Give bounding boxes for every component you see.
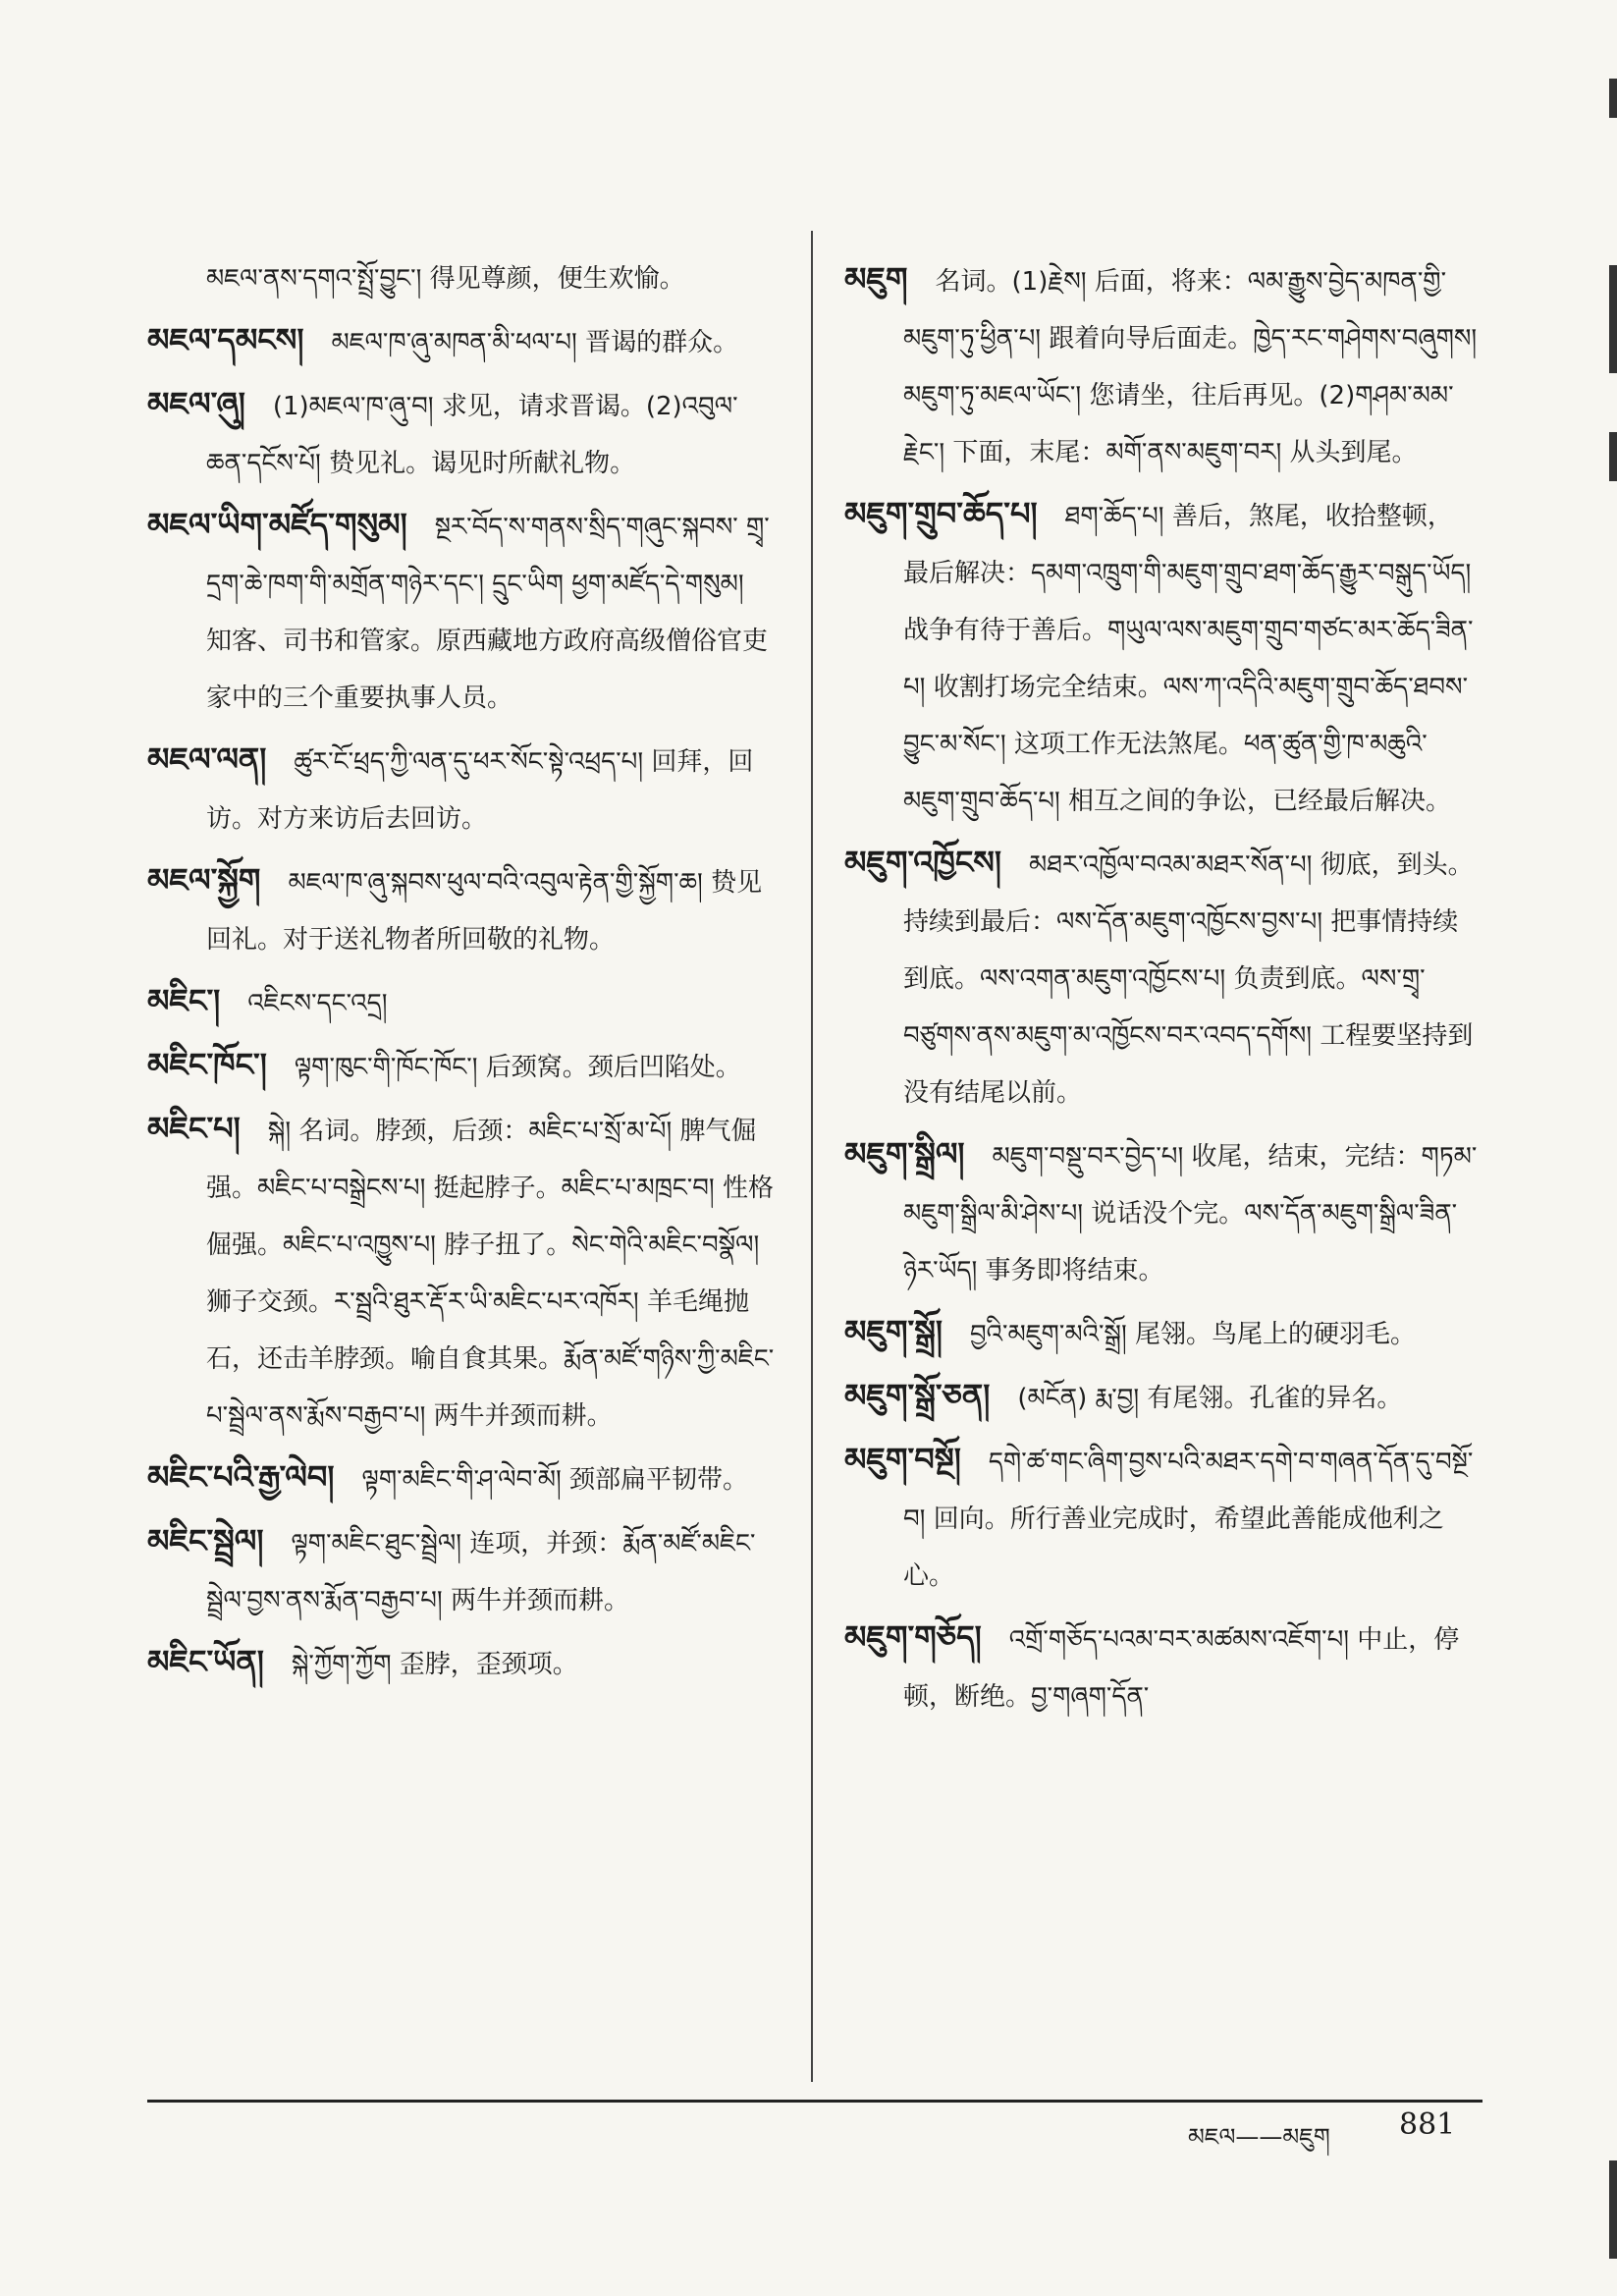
entry-definition: འགྲོ་གཅོད་པའམ་བར་མཚམས་འཇོག་པ། 中止，停顿，断绝。བྱ་གཞག་དོན་ <box>903 1625 1460 1712</box>
entry-definition: མཇལ་ཁ་ཞུ་མཁན་མི་ཕལ་པ། 晋谒的群众。 <box>331 328 739 357</box>
left-column <box>147 250 776 1697</box>
entry-definition: ཐག་ཆོད་པ། 善后，煞尾，收拾整顿，最后解决：དམག་འཁྲུག་གི་མཇུག་གྲུབ་ཐག་ཆོད་རྒྱུར་བསྒུད་ཡོད། 战争有待于善后。གཡུལ་ལས་མཇུག་གྲུབ་གཙང་མར་ཆོད་ཟིན་པ། 收割打场完全结束。ལས་ཀ་འདིའི་མཇུག་གྲུབ་ཆོད་ཐབས་བྱུང་མ་སོང་། 这项工作无法煞尾。ཕན་ཚུན་གྱི་ཁ་མཆུའི་མཇུག་གྲུབ་ཆོད་པ། 相互之间的争讼，已经最后解决。 <box>903 502 1474 816</box>
entry-headword: མཇལ་དམངས། <box>147 321 304 358</box>
entry-definition: (མངོན) རྨ་བྱ། 有尾翎。孔雀的异名。 <box>1017 1384 1403 1413</box>
entry-headword: མཇུག་བསྔོ། <box>844 1441 961 1478</box>
entry-definition: མཇུག་བསྡུ་བར་བྱེད་པ། 收尾，结束，完结：གཏམ་མཇུག་སྒྲིལ་མི་ཤེས་པ། 说话没个完。ལས་དོན་མཇུག་སྒྲིལ་ཟིན་ཉེར་ཡོད། 事务即将结束。 <box>903 1142 1478 1285</box>
scan-edge-mark <box>1609 79 1617 118</box>
entry-definition: མཐར་འཁྱོལ་བའམ་མཐར་སོན་པ། 彻底，到头。持续到最后：ལས་དོན་མཇུག་འཁྱོངས་བྱས་པ། 把事情持续到底。ལས་འགན་མཇུག་འཁྱོངས་པ། 负责到底。ལས་གྲྭ་བཙུགས་ནས་མཇུག་མ་འཁྱོངས་བར་འབད་དགོས། 工程要坚持到没有结尾以前。 <box>903 850 1474 1108</box>
entry-definition: ལྟག་མཇིང་ཐུང་སྦྲེལ། 连项，并颈：རྨོན་མཛོ་མཇིང་སྦྲེལ་བྱས་ནས་རྨོན་བརྒྱབ་པ། 两牛并颈而耕。 <box>206 1529 756 1615</box>
entry-headword: མཇུག་གྲུབ་ཆོད་པ། <box>844 495 1038 532</box>
dictionary-entry <box>147 311 776 371</box>
dictionary-entry <box>147 496 776 727</box>
dictionary-entry <box>844 1367 1478 1427</box>
dictionary-entry <box>844 1431 1478 1605</box>
right-column <box>844 250 1478 1729</box>
entry-headword: མཇུག་སྒྲོ། <box>844 1313 943 1350</box>
entry-headword: མཇལ་སྐྱོག <box>147 861 261 899</box>
entry-headword: མཇལ་ལན། <box>147 740 267 778</box>
entry-headword: མཇུག་གཅོད། <box>844 1618 982 1656</box>
entry-headword: མཇལ་ཡིག་མཛོད་གསུམ། <box>147 506 407 543</box>
entry-definition: སྔར་བོད་ས་གནས་སྲིད་གཞུང་སྐབས་ གྲྭ་དྲག་ཆེ་ཁག་གི་མགྲོན་གཉེར་དང་། དྲུང་ཡིག ཕྱག་མཛོད་དེ་གསུམ། 知客、司书和管家。原西藏地方政府高级僧俗官吏家中的三个重要执事人员。 <box>206 513 770 713</box>
entry-headword: མཇལ་ཞུ། <box>147 385 245 422</box>
entry-definition: (1)མཇལ་ཁ་ཞུ་བ། 求见，请求晋谒。(2)འབུལ་ཆན་དངོས་པོ། 贽见礼。谒见时所献礼物。 <box>206 392 738 478</box>
dictionary-entry <box>147 1100 776 1445</box>
entry-headword: མཇིང་སྦྲེལ། <box>147 1522 264 1559</box>
dictionary-entry <box>844 1125 1478 1299</box>
entry-definition: འཇིངས་དང་འདྲ། <box>247 989 388 1018</box>
entry-headword: མཇུག་སྒྲིལ། <box>844 1135 965 1173</box>
dictionary-entry <box>844 485 1478 830</box>
dictionary-entry <box>147 851 776 968</box>
entry-definition: བྱའི་མཇུག་མའི་སྒྲོ། 尾翎。鸟尾上的硬羽毛。 <box>969 1320 1416 1349</box>
dictionary-entry <box>147 1036 776 1096</box>
entry-definition: སྐེ་ཀྱོག་ཀྱོག 歪脖，歪颈项。 <box>291 1650 578 1679</box>
entry-headword: མཇུག <box>844 260 908 298</box>
running-head: མཇལ——མཇུག <box>1188 2123 1330 2151</box>
dictionary-entry <box>844 1609 1478 1725</box>
entry-definition: མཇལ་ནས་དགའ་སྤྲོ་བྱུང་། 得见尊颜，便生欢愉。 <box>206 264 685 294</box>
entry-headword: མཇུག་འཁྱོངས། <box>844 844 1002 881</box>
page-number: 881 <box>1399 2107 1456 2142</box>
dictionary-entry <box>147 1512 776 1629</box>
entry-headword: མཇུག་སྒྲོ་ཅན། <box>844 1377 991 1414</box>
dictionary-entry <box>147 250 776 307</box>
dictionary-entry <box>147 1449 776 1508</box>
entry-definition: དགེ་ཚ་གང་ཞིག་བྱས་པའི་མཐར་དགེ་བ་གཞན་དོན་དུ་བསྔོ་བ། 回向。所行善业完成时，希望此善能成他利之心。 <box>903 1448 1474 1591</box>
entry-definition: ལྟག་མཇིང་གི་ཤ་ལེབ་མོ། 颈部扁平韧带。 <box>361 1465 748 1495</box>
entry-definition: མཇལ་ཁ་ཞུ་སྐབས་ཕུལ་བའི་འབུལ་རྟེན་གྱི་སྐྱོག་ཆ། 贽见回礼。对于送礼物者所回敬的礼物。 <box>206 868 763 955</box>
entry-headword: མཇིང་པ། <box>147 1110 241 1147</box>
dictionary-entry <box>844 250 1478 481</box>
dictionary-entry <box>147 731 776 847</box>
dictionary-entry <box>147 375 776 492</box>
dictionary-entry <box>147 1633 776 1693</box>
entry-definition: ལྟག་ཁུང་གི་ཁོང་ཁོང་། 后颈窝。颈后凹陷处。 <box>294 1053 741 1082</box>
entry-headword: མཇིང་ཁོང་། <box>147 1046 267 1083</box>
scan-edge-mark <box>1609 265 1617 373</box>
entry-definition: སྐེ། 名词。脖颈，后颈：མཇིང་པ་སྲོ་མ་པོ། 脾气倔强。མཇིང་པ་བསྒྲེངས་པ། 挺起脖子。མཇིང་པ་མཁྲང་བ། 性格倔强。མཇིང་པ་འཁྱུས་པ། 脖子扭了。སེང་གེའི་མཇིང་བསྣོལ། 狮子交颈。ར་སྦྲའི་ཐུར་རྡོ་ར་ཡི་མཇིང་པར་འཁོར། 羊毛绳抛石，还击羊脖颈。喻自食其果。རྨོན་མཛོ་གཉིས་ཀྱི་མཇིང་པ་སྦྲེལ་ནས་རྨོས་བརྒྱབ་པ། 两牛并颈而耕。 <box>206 1117 775 1431</box>
entry-headword: མཇིང་། <box>147 982 221 1019</box>
entry-definition: ཚུར་ངོ་ཕྲད་ཀྱི་ལན་དུ་ཕར་སོང་སྟེ་འཕྲད་པ། 回拜，回访。对方来访后去回访。 <box>206 747 754 834</box>
column-divider <box>811 231 813 2082</box>
footer-rule <box>147 2100 1482 2103</box>
entry-definition: 名词。(1)རྗེས། 后面，将来：ལམ་རྒྱུས་བྱེད་མཁན་གྱི་མཇུག་ཏུ་ཕྱིན་པ། 跟着向导后面走。ཁྱེད་རང་གཤེགས་བཞུགས། མཇུག་ཏུ་མཇལ་ཡོང་། 您请坐，往后再见。(2)གཤམ་མམ་རྗེང་། 下面，末尾：མགོ་ནས་མཇུག་བར། 从头到尾。 <box>903 267 1478 467</box>
dictionary-entry <box>844 1303 1478 1363</box>
dictionary-entry <box>844 834 1478 1121</box>
entry-headword: མཇིང་པའི་རྒྱ་ལེབ། <box>147 1458 335 1496</box>
dictionary-entry <box>147 972 776 1032</box>
entry-headword: མཇིང་ཡོན། <box>147 1643 264 1680</box>
scan-edge-mark <box>1609 432 1617 481</box>
scan-edge-mark <box>1609 2160 1617 2259</box>
